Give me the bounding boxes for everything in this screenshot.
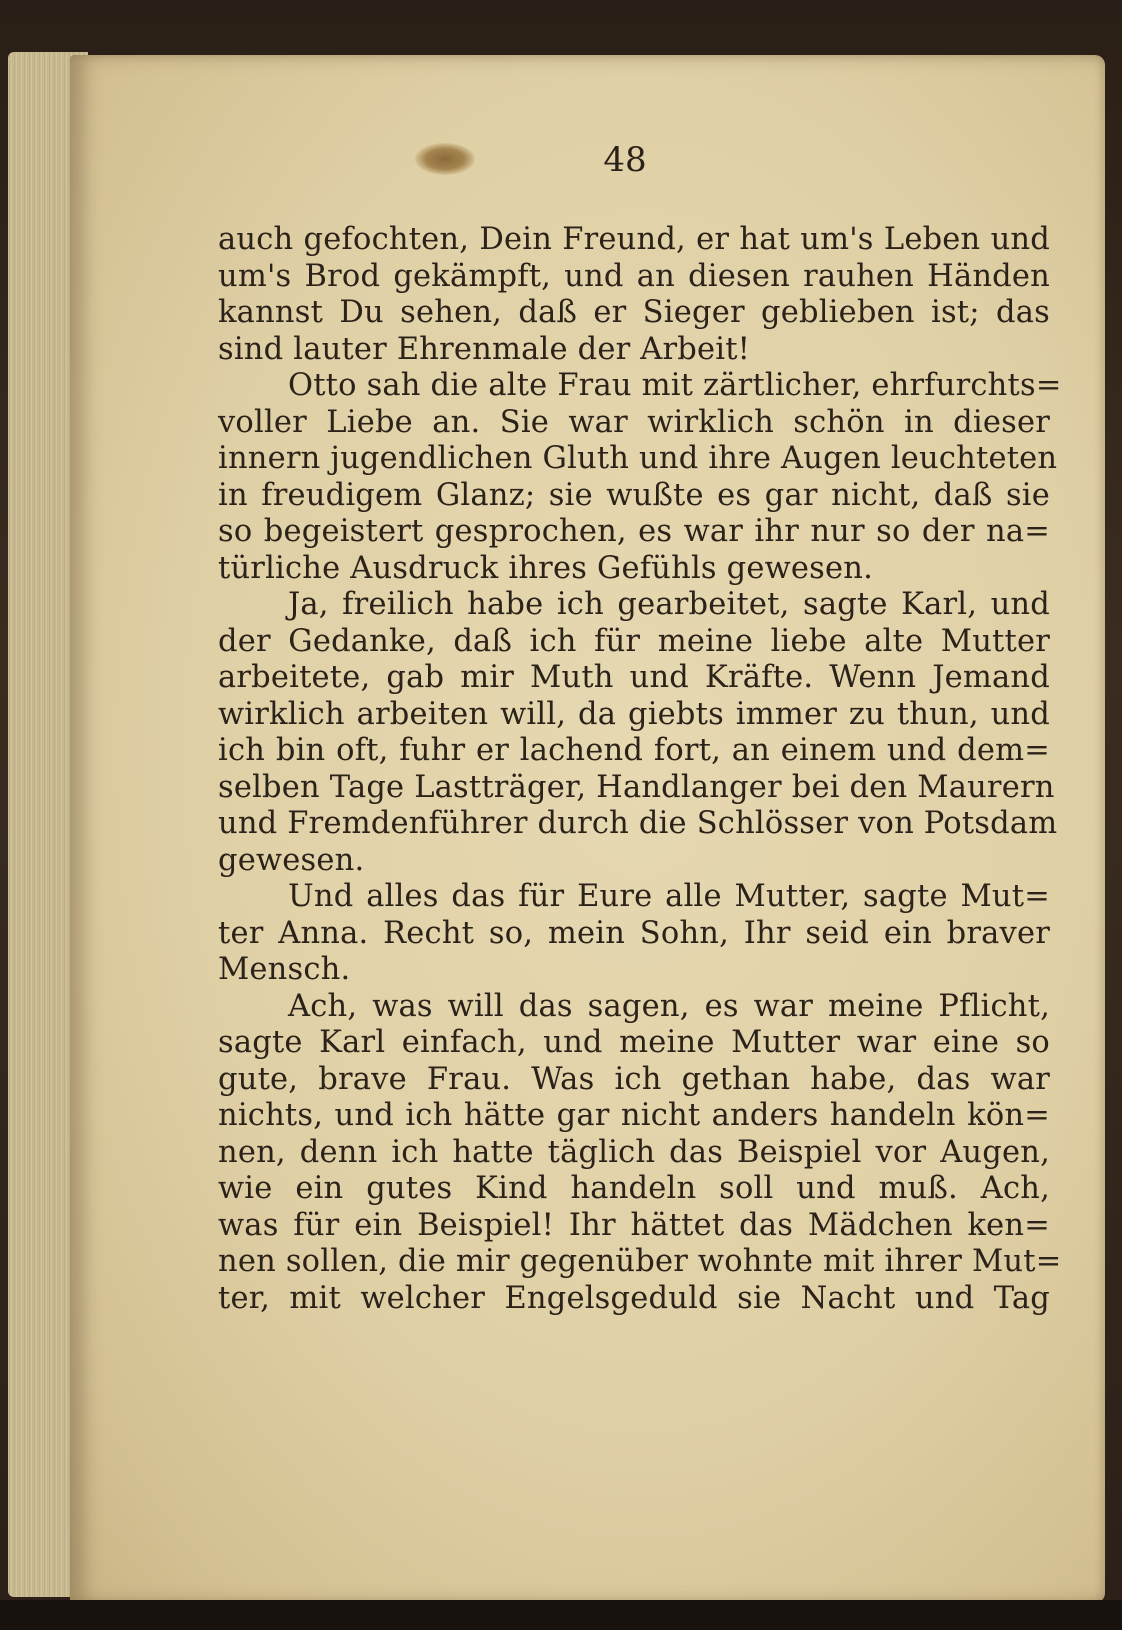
text-line: so begeistert gesprochen, es war ihr nur so der na= (218, 514, 1050, 549)
text-line: sagte Karl einfach, und meine Mutter war eine so (218, 1025, 1050, 1060)
text-line: ich bin oft, fuhr er lachend fort, an einem und dem= (218, 733, 1050, 768)
text-line: innern jugendlichen Gluth und ihre Augen leuchteten (218, 441, 1058, 476)
text-line: Ach, was will das sagen, es war meine Pflicht, (288, 988, 1050, 1024)
text-line: Otto sah die alte Frau mit zärtlicher, ehrfurchts= (288, 368, 1062, 403)
text-line: wirklich arbeiten will, da giebts immer zu thun, und (218, 696, 1050, 732)
text-line: nichts, und ich hätte gar nicht anders handeln kön= (218, 1098, 1050, 1133)
text-line: Mensch. (218, 952, 351, 987)
text-line: in freudigem Glanz; sie wußte es gar nicht, daß sie (218, 477, 1050, 513)
body-text (218, 222, 1062, 1317)
text-line: kannst Du sehen, daß er Sieger geblieben ist; das (218, 295, 1050, 330)
text-line: ter, mit welcher Engelsgeduld sie Nacht und Tag (218, 1280, 1050, 1316)
text-line: sind lauter Ehrenmale der Arbeit! (218, 331, 751, 367)
text-line: auch gefochten, Dein Freund, er hat um's Leben und (218, 222, 1050, 257)
text-line: was für ein Beispiel! Ihr hättet das Mädchen ken= (218, 1207, 1050, 1243)
text-line: Ja, freilich habe ich gearbeitet, sagte Karl, und (288, 587, 1050, 622)
text-line: nen sollen, die mir gegenüber wohnte mit ihrer Mut= (218, 1244, 1062, 1279)
text-line: Und alles das für Eure alle Mutter, sagte Mut= (288, 879, 1050, 914)
text-line: selben Tage Lastträger, Handlanger bei den Maurern (218, 769, 1055, 805)
text-line: gewesen. (218, 842, 365, 878)
page-number: 48 (603, 140, 647, 180)
text-line: voller Liebe an. Sie war wirklich schön in dieser (218, 404, 1050, 440)
text-line: türliche Ausdruck ihres Gefühls gewesen. (218, 550, 874, 586)
text-line: nen, denn ich hatte täglich das Beispiel vor Augen, (218, 1134, 1050, 1170)
text-line: der Gedanke, daß ich für meine liebe alte Mutter (218, 623, 1050, 659)
bottom-edge (0, 1600, 1122, 1630)
text-line: gute, brave Frau. Was ich gethan habe, das war (218, 1061, 1050, 1097)
text-line: ter Anna. Recht so, mein Sohn, Ihr seid ein braver (218, 915, 1050, 951)
text-line: und Fremdenführer durch die Schlösser von Potsdam (218, 806, 1058, 841)
text-line: wie ein gutes Kind handeln soll und muß. Ach, (218, 1171, 1050, 1206)
text-line: arbeitete, gab mir Muth und Kräfte. Wenn Jemand (218, 660, 1050, 695)
text-line: um's Brod gekämpft, und an diesen rauhen Händen (218, 258, 1050, 294)
